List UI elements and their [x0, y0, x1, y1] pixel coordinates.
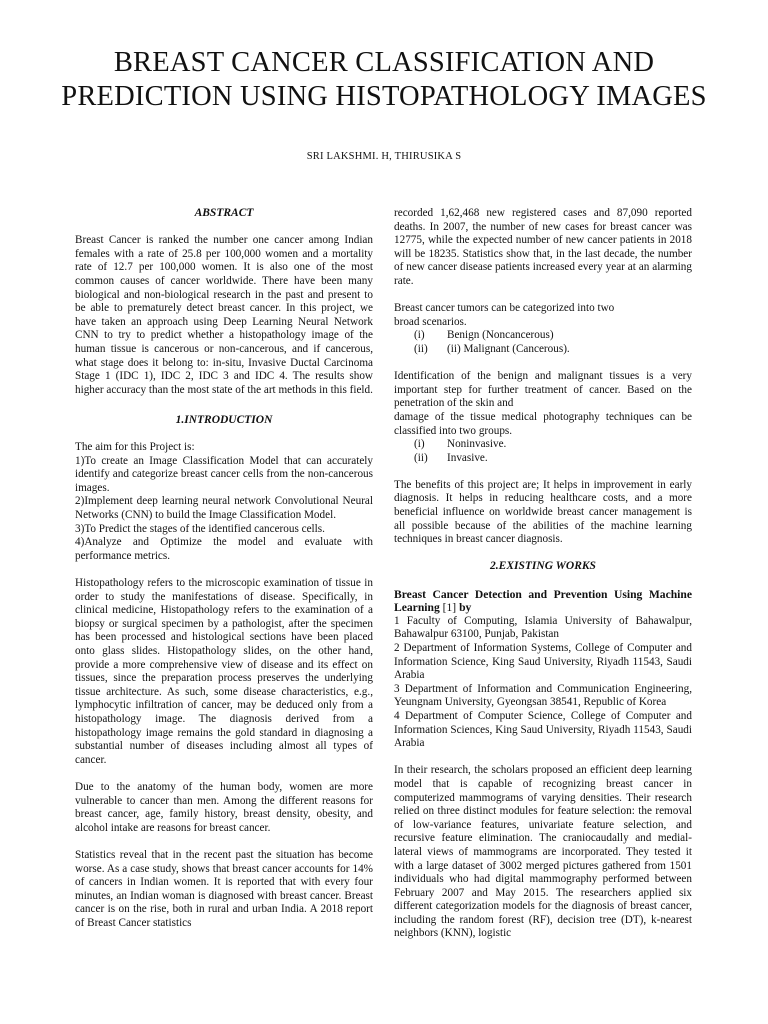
list-number: (i): [414, 438, 425, 451]
anatomy-paragraph: Due to the anatomy of the human body, women are more vulnerable to cancer than men. Among the different reasons for breast cancer, age, family history, breast density, obesity, and alcohol intake are reasons for breast cancer.: [75, 780, 373, 834]
reference-by: by: [459, 601, 472, 615]
benefits-paragraph: The benefits of this project are; It helps in improvement in early diagnosis. It helps in reducing healthcare costs, and a more beneficial influence on worldwide breast cancer management is all possible because of the abilities of the machine learning techniques in breast cancer diagnosis.: [394, 478, 692, 546]
aim-item: 1)To create an Image Classification Model that can accurately identify and categorize breast cancer cells from the non-cancerous images.: [75, 454, 373, 494]
list-text: Benign (Noncancerous): [447, 329, 554, 342]
list-item: [394, 343, 692, 357]
list-number: (ii): [414, 342, 428, 355]
reference-title: Breast Cancer Detection and Prevention Using Machine Learning: [394, 587, 692, 615]
list-text: Invasive.: [447, 451, 488, 464]
reference-title-line: [394, 588, 692, 615]
affiliation: 2 Department of Information Systems, College of Computer and Information Science, King Saud University, Riyadh 11543, Saudi Arabia: [394, 642, 692, 682]
right-column: [394, 207, 692, 941]
tumors-intro: broad scenarios.: [394, 315, 467, 328]
list-item: [394, 452, 692, 466]
aim-item: 2)Implement deep learning neural network Convolutional Neural Networks (CNN) to build the Image Classification Model.: [75, 495, 373, 522]
identification-paragraph: damage of the tissue medical photography techniques can be classified into two groups.: [394, 410, 692, 437]
list-number: (ii): [414, 451, 428, 464]
identification-paragraph: Identification of the benign and malignant tissues is a very important step for further treatment of cancer. Based on the penetration of the skin and: [394, 370, 692, 410]
statistics-paragraph: Statistics reveal that in the recent past the situation has become worse. As a case study, shows that breast cancer accounts for 14% of cancers in Indian women. It is reported that with every four minutes, an Indian woman is diagnosed with breast cancer. Breast cancer is on the rise, both in rural and urban India. A 2018 report of Breast Cancer statistics: [75, 848, 373, 929]
aim-item: 3)To Predict the stages of the identified cancerous cells.: [75, 522, 325, 535]
histopathology-paragraph: Histopathology refers to the microscopic examination of tissue in order to study the manifestations of disease. Specifically, in clinical medicine, Histopathology refers to the examination of a biopsy or surgical specimen by a pathologist, after the specimen has been processed and histological sections have been placed onto glass slides. Histopathology slides, on the other hand, provide a more comprehensive view of disease and its effect on tissues, since the preparation process preserves the underlying tissue architecture. As such, some disease characteristics, e.g., lymphocytic infiltration of cancer, may be deduced only from a histopathology image. The diagnosis derived from a histopathology image remains the gold standard in diagnosing a substantial number of diseases including almost all types of cancer.: [75, 577, 373, 766]
affiliation: 3 Department of Information and Communication Engineering, Yeungnam University, Gyeongsan 38541, Republic of Korea: [394, 682, 692, 709]
paper-title: BREAST CANCER CLASSIFICATION AND PREDICTION USING HISTOPATHOLOGY IMAGES: [61, 47, 707, 112]
list-item: [394, 329, 692, 343]
left-column: [75, 207, 373, 930]
list-item: [394, 438, 692, 452]
aim-intro: The aim for this Project is:: [75, 441, 195, 454]
existing-works-heading: 2.EXISTING WORKS: [490, 560, 596, 573]
reference-cite: [1]: [439, 601, 460, 615]
affiliation: 4 Department of Computer Science, College of Computer and Information Sciences, King Saud University, Riyadh 11543, Saudi Arabia: [394, 709, 692, 750]
introduction-heading: 1.INTRODUCTION: [175, 413, 273, 426]
list-number: (i): [414, 329, 425, 342]
abstract-text: Breast Cancer is ranked the number one cancer among Indian females with a rate of 25.8 per 100,000 women and a mortality rate of 12.7 per 100,000 women. It is also one of the most common causes of cancer worldwide. There have been many biological and non-biological research in the past and present to be able to prematurely detect breast cancer. In this project, we have taken an approach using Deep Learning Neural Network CNN to try to predict whether a histopathology image of the human tissue is cancerous or non-cancerous, and if cancerous, what stage does it belong to: in-situ, Invasive Ductal Carcinoma Stage 1 (IDC 1), IDC 2, IDC 3 and IDC 4. The results show higher accuracy than the most state of the art methods in this field.: [75, 234, 373, 396]
affiliation: 1 Faculty of Computing, Islamia University of Bahawalpur, Bahawalpur 63100, Punjab, Pakistan: [394, 614, 692, 641]
statistics-continued: recorded 1,62,468 new registered cases and 87,090 reported deaths. In 2007, the number of new cases for breast cancer was 12775, while the expected number of new cancer patients in 2018 will be 18235. Statistics show that, in the last decade, the number of new cancer disease patients increased every year at an alarming rate.: [394, 207, 692, 287]
abstract-heading: ABSTRACT: [194, 207, 254, 219]
research-paragraph: In their research, the scholars proposed an efficient deep learning model that is capable of recognizing breast cancer in computerized mammograms of varying densities. Their research relied on three distinct modules for feature selection: the removal of low-variance features, univariate feature selection, and recursive feature elimination. The craniocaudally and medial-lateral views of mammograms are incorporated. They tested it with a large dataset of 3002 merged pictures gathered from 1501 individuals who had digital mammography performed between February 2007 and May 2015. The researchers applied six different categorization models for the diagnosis of breast cancer, including the random forest (RF), decision tree (DT), k-nearest neighbors (KNN), logistic: [394, 764, 692, 940]
aim-item: 4)Analyze and Optimize the model and evaluate with performance metrics.: [75, 536, 373, 562]
list-text: (ii) Malignant (Cancerous).: [447, 342, 570, 355]
tumors-intro: Breast cancer tumors can be categorized into two: [394, 302, 615, 315]
authors: SRI LAKSHMI. H, THIRUSIKA S: [306, 151, 462, 162]
list-text: Noninvasive.: [447, 438, 507, 451]
